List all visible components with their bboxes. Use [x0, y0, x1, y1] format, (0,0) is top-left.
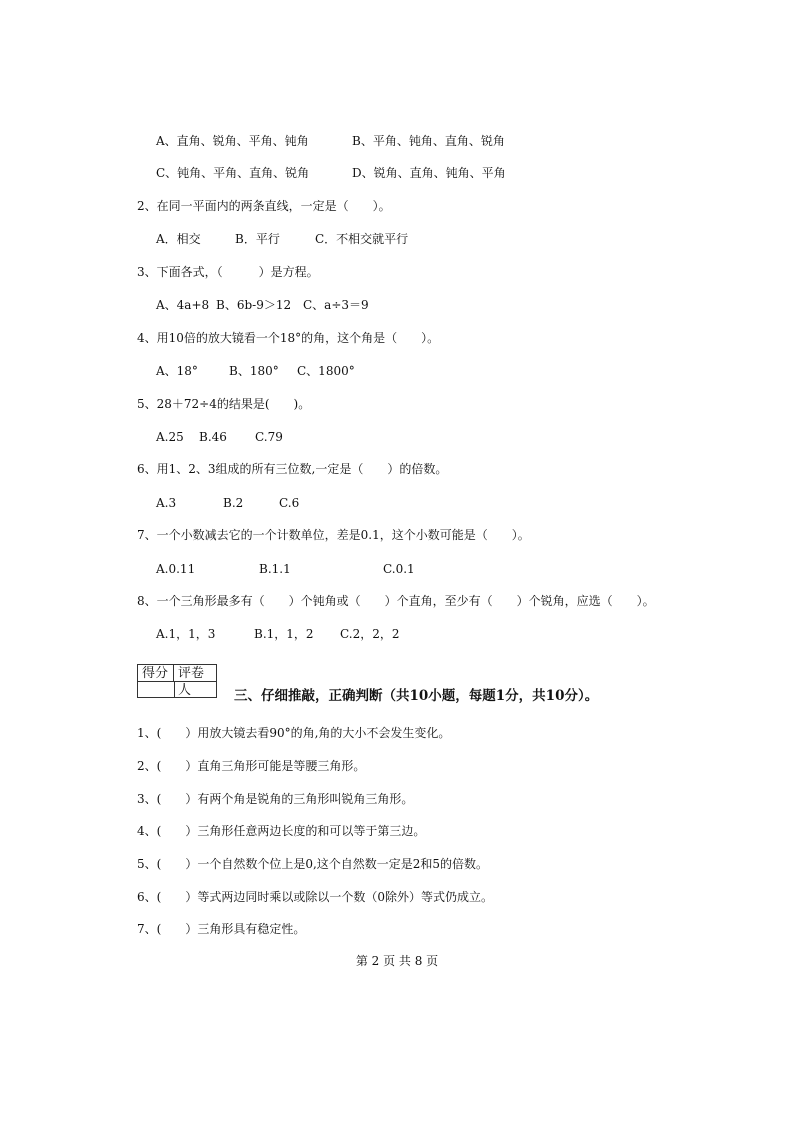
q4-options	[156, 364, 456, 378]
q4-option-c: C、1800°	[297, 364, 355, 378]
q3-option-b: B、6b-9＞12	[216, 298, 292, 312]
q6-option-b: B.2	[223, 496, 244, 510]
q3-stem: 3、下面各式，（ ）是方程。	[137, 265, 319, 279]
q7-option-a: A.0.11	[156, 562, 196, 576]
judge-item-4: 4、( ）三角形任意两边长度的和可以等于第三边。	[137, 824, 426, 838]
q3-option-a: A、4a+8	[156, 298, 210, 312]
q7-option-b: B.1.1	[259, 562, 291, 576]
grader-label: 评卷人	[174, 665, 216, 682]
q5-option-c: C.79	[255, 430, 283, 444]
score-box-divider	[174, 682, 175, 698]
q4-stem: 4、用10倍的放大镜看一个18°的角，这个角是（ ）。	[137, 331, 440, 345]
q4-option-a: A、18°	[156, 364, 198, 378]
q2-options	[156, 232, 456, 246]
q1-options-row-1	[156, 134, 556, 148]
q2-option-a: A．相交	[156, 232, 201, 246]
judge-item-5: 5、( ）一个自然数个位上是0,这个自然数一定是2和5的倍数。	[137, 857, 489, 871]
q1-option-c: C、钝角、平角、直角、锐角	[156, 166, 310, 180]
q8-options	[156, 627, 476, 641]
q6-option-a: A.3	[156, 496, 177, 510]
q5-option-b: B.46	[199, 430, 227, 444]
q6-option-c: C.6	[279, 496, 300, 510]
q5-option-a: A.25	[156, 430, 184, 444]
score-label: 得分	[138, 665, 174, 682]
q1-option-a: A、直角、锐角、平角、钝角	[156, 134, 309, 148]
q1-options-row-2	[156, 166, 556, 180]
judge-item-2: 2、( ）直角三角形可能是等腰三角形。	[137, 759, 366, 773]
q1-option-b: B、平角、钝角、直角、锐角	[352, 134, 505, 148]
q2-option-b: B．平行	[235, 232, 280, 246]
q5-stem: 5、28＋72÷4的结果是( )。	[137, 397, 311, 411]
q3-options	[156, 298, 456, 312]
judge-item-7: 7、( ）三角形具有稳定性。	[137, 922, 306, 936]
q8-option-c: C.2，2，2	[340, 627, 400, 641]
q8-stem: 8、一个三角形最多有（ ）个钝角或（ ）个直角，至少有（ ）个锐角，应选（ ）。	[137, 594, 655, 608]
q6-options	[156, 496, 456, 510]
q1-option-d: D、锐角、直角、钝角、平角	[352, 166, 506, 180]
judge-item-3: 3、( ）有两个角是锐角的三角形叫锐角三角形。	[137, 792, 414, 806]
q7-options	[156, 562, 476, 576]
q2-stem: 2、在同一平面内的两条直线，一定是（ ）。	[137, 199, 391, 213]
q6-stem: 6、用1、2、3组成的所有三位数,一定是（ ）的倍数。	[137, 462, 448, 476]
q4-option-b: B、180°	[229, 364, 279, 378]
q8-option-a: A.1，1，3	[156, 627, 216, 641]
score-box	[137, 664, 217, 698]
page-footer: 第 2 页 共 8 页	[355, 954, 439, 968]
section-3-title: 三、仔细推敲，正确判断（共10小题，每题1分，共10分）。	[234, 688, 599, 704]
q2-option-c: C．不相交就平行	[315, 232, 409, 246]
judge-item-6: 6、( ）等式两边同时乘以或除以一个数（0除外）等式仍成立。	[137, 890, 493, 904]
q3-option-c: C、a÷3＝9	[303, 298, 369, 312]
q7-stem: 7、一个小数减去它的一个计数单位，差是0.1，这个小数可能是（ ）。	[137, 528, 530, 542]
q5-options	[156, 430, 456, 444]
q7-option-c: C.0.1	[383, 562, 415, 576]
judge-item-1: 1、( ）用放大镜去看90°的角,角的大小不会发生变化。	[137, 726, 451, 740]
q8-option-b: B.1，1，2	[254, 627, 314, 641]
